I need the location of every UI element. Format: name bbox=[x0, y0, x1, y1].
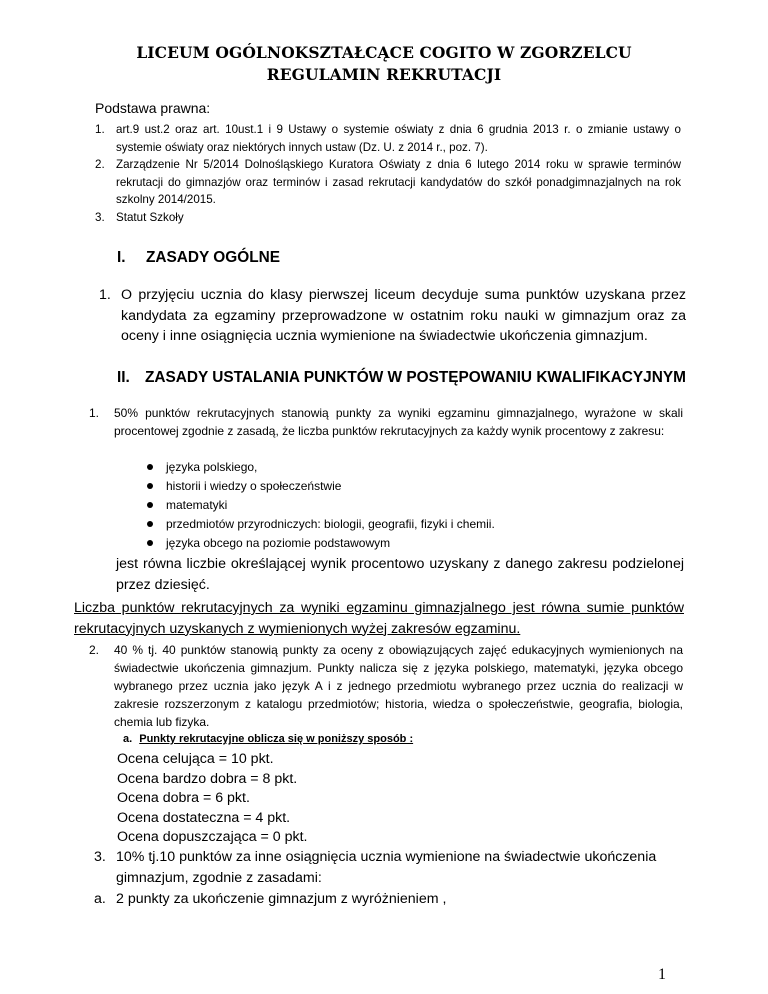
section-2-heading bbox=[117, 369, 686, 387]
bullet-icon bbox=[147, 464, 153, 470]
list-item bbox=[144, 534, 495, 553]
list-number: 2. bbox=[89, 643, 100, 657]
bullet-text: historii i wiedzy o społeczeństwie bbox=[166, 479, 342, 493]
section-2-item-3-sub-a bbox=[94, 889, 684, 910]
section-title: ZASADY OGÓLNE bbox=[146, 249, 280, 266]
list-item bbox=[144, 477, 495, 496]
list-item: Ocena bardzo dobra = 8 pkt. bbox=[117, 770, 298, 787]
section-1-paragraph bbox=[99, 285, 686, 347]
list-item bbox=[95, 156, 681, 209]
list-item bbox=[144, 458, 495, 477]
list-item: Ocena celująca = 10 pkt. bbox=[117, 751, 274, 767]
paragraph-text: 10% tj.10 punktów za inne osiągnięcia ucznia wymienione na świadectwie ukończenia gimnazjum, zgodnie z zasadami: bbox=[116, 849, 657, 886]
subject-bullet-list bbox=[144, 458, 495, 553]
section-2-summary: Liczba punktów rekrutacyjnych za wyniki egzaminu gimnazjalnego jest równa sumie punktów rekrutacyjnych uzyskanych z wymienionych wyżej zakresów egzaminu. bbox=[74, 600, 684, 637]
sub-text: 2 punkty za ukończenie gimnazjum z wyróżnieniem , bbox=[116, 891, 447, 907]
page-number: 1 bbox=[658, 966, 666, 983]
list-item bbox=[144, 496, 495, 515]
section-title: ZASADY USTALANIA PUNKTÓW W POSTĘPOWANIU KWALIFIKACYJNYM bbox=[145, 369, 686, 386]
section-2-item-2 bbox=[89, 641, 683, 731]
list-number: 1. bbox=[89, 406, 100, 420]
list-text: Statut Szkoły bbox=[116, 210, 184, 224]
legal-basis-list bbox=[95, 121, 681, 226]
section-2-item-3 bbox=[94, 847, 684, 888]
list-item bbox=[144, 515, 495, 534]
section-2-item-1-continuation: jest równa liczbie określającej wynik procentowo uzyskany z danego zakresu podzielonej przez dziesięć. bbox=[116, 556, 684, 593]
sub-label: a. bbox=[123, 733, 133, 745]
list-text: art.9 ust.2 oraz art. 10ust.1 i 9 Ustawy o systemie oświaty z dnia 6 grudnia 2013 r. o zmianie ustawy o systemie oświaty oraz niektórych innych ustaw (Dz. U. z 2014 r., poz. 7). bbox=[116, 123, 681, 154]
list-item: Ocena dostateczna = 4 pkt. bbox=[117, 809, 291, 826]
list-number: 3. bbox=[94, 849, 106, 865]
grade-points-list bbox=[117, 750, 307, 848]
section-2-item-1 bbox=[89, 404, 683, 440]
paragraph-text: 50% punktów rekrutacyjnych stanowią punkty za wyniki egzaminu gimnazjalnego, wyrażone w skali procentowej zgodnie z zasadą, że liczba punktów rekrutacyjnych za każdy wynik procentowy z zakresu: bbox=[114, 406, 683, 438]
section-1-heading bbox=[117, 249, 280, 267]
bullet-icon bbox=[147, 521, 153, 527]
paragraph-text: O przyjęciu ucznia do klasy pierwszej liceum decyduje suma punktów uzyskana przez kandydata za egzaminy przeprowadzone w ostatnim roku nauki w gimnazjum oraz za oceny i inne osiągnięcia ucznia wymienione na świadectwie ukończenia gimnazjum. bbox=[121, 287, 686, 344]
list-item bbox=[95, 121, 681, 156]
bullet-icon bbox=[147, 483, 153, 489]
section-number: II. bbox=[117, 369, 130, 386]
bullet-text: przedmiotów przyrodniczych: biologii, geografii, fizyki i chemii. bbox=[166, 517, 495, 531]
bullet-icon bbox=[147, 502, 153, 508]
list-item: Ocena dopuszczająca = 0 pkt. bbox=[117, 829, 308, 845]
list-item bbox=[95, 209, 681, 227]
bullet-text: matematyki bbox=[166, 498, 228, 512]
list-number: 1. bbox=[95, 123, 105, 136]
list-text: Zarządzenie Nr 5/2014 Dolnośląskiego Kuratora Oświaty z dnia 6 lutego 2014 roku w sprawie terminów rekrutacji do gimnazjów oraz terminów i zasad rekrutacji kandydatów do szkół ponadgimnazjalnych na rok szkolny 2014/2015. bbox=[116, 158, 681, 206]
list-number: 2. bbox=[95, 158, 105, 171]
sub-label: a. bbox=[94, 891, 106, 907]
sub-text: Punkty rekrutacyjne oblicza się w poniższy sposób : bbox=[139, 733, 414, 745]
bullet-text: języka polskiego, bbox=[166, 460, 258, 474]
section-number: I. bbox=[117, 249, 126, 266]
document-title: LICEUM OGÓLNOKSZTAŁCĄCE COGITO W ZGORZELCU REGULAMIN REKRUTACJI bbox=[136, 43, 632, 84]
list-number: 1. bbox=[99, 287, 111, 303]
paragraph-text: 40 % tj. 40 punktów stanowią punkty za oceny z obowiązujących zajęć edukacyjnych wymienionych na świadectwie ukończenia gimnazjum. Punkty nalicza się z języka polskiego, matematyki, języka obcego wybranego przez ucznia jako język A i z jednego przedmiotu wybranego przez ucznia do realizacji w zakresie rozszerzonym z katalogu przedmiotów; historia, wiedza o społeczeństwie, geografia, biologia, chemia lub fizyka. bbox=[114, 643, 683, 729]
bullet-text: języka obcego na poziomie podstawowym bbox=[166, 536, 391, 550]
bullet-icon bbox=[147, 540, 153, 546]
points-calc-subheading bbox=[123, 733, 413, 745]
legal-basis-heading: Podstawa prawna: bbox=[95, 100, 211, 116]
list-item: Ocena dobra = 6 pkt. bbox=[117, 790, 250, 806]
list-number: 3. bbox=[95, 210, 105, 224]
